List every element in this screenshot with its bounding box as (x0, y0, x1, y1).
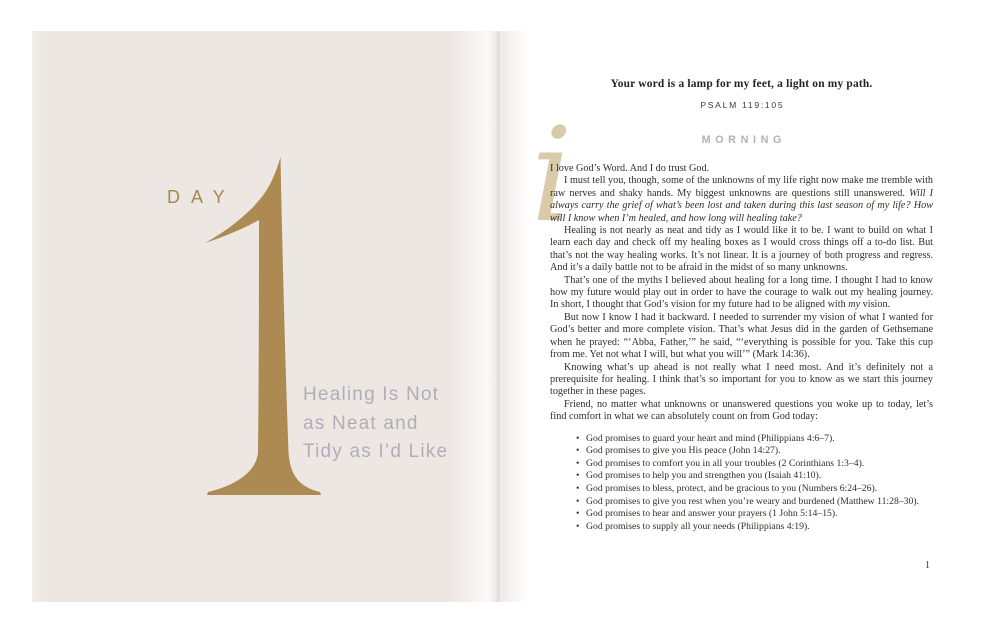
page-number: 1 (925, 560, 930, 571)
day-title (303, 381, 493, 467)
day-title-line: Healing Is Not (303, 384, 440, 405)
bullet-text: God promises to comfort you in all your troubles (2 Corinthians 1:3–4). (586, 457, 865, 469)
bullet-text: God promises to supply all your needs (Philippians 4:19). (586, 520, 810, 532)
body-text (550, 163, 933, 533)
bullet-icon: • (576, 482, 580, 494)
bullet-item (576, 508, 933, 521)
epigraph-reference: PSALM 119:105 (700, 100, 785, 110)
bullet-item (576, 521, 933, 534)
bullet-icon: • (576, 495, 580, 507)
bullet-text: God promises to give you His peace (John 14:27). (586, 445, 781, 457)
drop-cap-i: i (531, 99, 573, 251)
bullet-icon: • (576, 457, 580, 469)
bullet-list (550, 433, 933, 534)
body-paragraph: That’s one of the myths I believed about healing for a long time. I thought I had to know how my future would play out in order to have the courage to walk out my healing journey. In short, I thought that God’s vision for my future had to be aligned with my vision. (550, 274, 933, 311)
epigraph-verse: Your word is a lamp for my feet, a light on my path. (610, 78, 873, 90)
bullet-icon: • (576, 508, 580, 520)
body-paragraph: Friend, no matter what unknowns or unanswered questions you woke up to today, let’s find comfort in what we can absolutely count on from God today: (550, 398, 933, 423)
day-title-line: Tidy as I’d Like (303, 441, 449, 462)
day-kicker: DAY (167, 187, 236, 207)
bullet-text: God promises to help you and strengthen you (Isaiah 41:10). (586, 470, 822, 482)
bullet-icon: • (576, 445, 580, 457)
day-title-line: as Neat and (303, 412, 419, 434)
bullet-item (576, 483, 933, 496)
body-paragraph: But now I know I had it backward. I needed to surrender my vision of what I wanted for God’s better and more complete vision. That’s what Jesus did in the garden of Gethsemane when he prayed: “‘Abba, Father,’” he said, “‘everything is possible for you. Take this cup from me. Yet not what I will, but what you will’” (Mark 14:36). (550, 311, 933, 361)
bullet-item (576, 496, 933, 509)
bullet-item (576, 445, 933, 458)
bullet-text: God promises to give you rest when you’re weary and burdened (Matthew 11:28–30). (586, 495, 919, 507)
bullet-item (576, 458, 933, 471)
body-paragraph: Knowing what’s up ahead is not really what I need most. And it’s definitely not a prerequisite for healing. I think that’s so important for you to know as we start this journey together in these pages. (550, 361, 933, 398)
bullet-item (576, 433, 933, 446)
bullet-text: God promises to bless, protect, and be gracious to you (Numbers 6:24–26). (586, 482, 878, 494)
body-paragraph: I love God’s Word. And I do trust God. (550, 163, 710, 174)
bullet-icon: • (576, 520, 580, 532)
section-heading-morning: MORNING (701, 134, 786, 146)
bullet-text: God promises to hear and answer your prayers (1 John 5:14–15). (586, 508, 838, 520)
bullet-text: God promises to guard your heart and mind (Philippians 4:6–7). (586, 432, 835, 444)
bullet-item (576, 470, 933, 483)
body-paragraph: I must tell you, though, some of the unknowns of my life right now make me tremble with raw nerves and shaky hands. My biggest unknowns are questions still unanswered. Will I always carry the grief of what’s been lost and taken during this last season of my life? How will I know when I’m healed, and how long will healing take? (550, 175, 933, 224)
bullet-icon: • (576, 470, 580, 482)
body-paragraph: Healing is not nearly as neat and tidy as I would like it to be. I want to build on what I learn each day and check off my healing boxes as I would cross things off a to-do list. But that’s not the way healing works. It’s not linear. It is a journey of both progress and regress. And it’s a daily battle not to be afraid in the midst of so many unknowns. (550, 225, 933, 274)
bullet-icon: • (576, 432, 580, 444)
